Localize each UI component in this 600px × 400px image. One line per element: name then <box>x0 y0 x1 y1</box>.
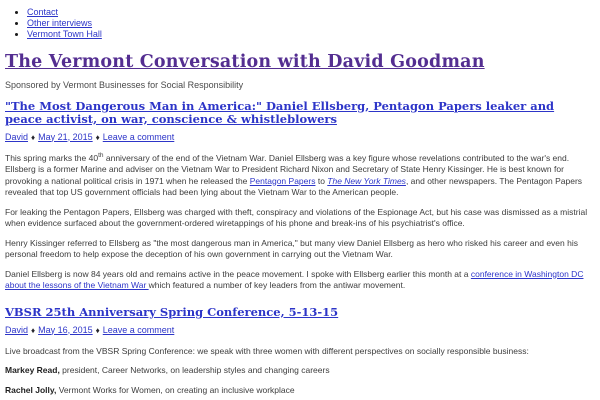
text-segment: anniversary of the end of the Vietnam War. Daniel Ellsberg was a key figure whose revelations contributed to the war's end. Ellsberg is a former Marine and adviser on the Vietnam War to President Richard Nixon and Secretary of State Henry Kissinger. He is best known for provoking a national political crisis in 1971 when he released the <box>5 152 570 186</box>
diamond-separator-icon: ♦ <box>95 325 100 335</box>
inline-link[interactable]: conference in Washington DC about the lessons of the Vietnam War <box>5 268 584 290</box>
post-meta <box>5 325 595 336</box>
text-segment: to <box>315 175 328 186</box>
text-segment: president, Career Networks, on leadership styles and changing careers <box>59 365 330 375</box>
diamond-separator-icon: ♦ <box>31 325 36 335</box>
post-ellsberg <box>5 100 595 292</box>
text-segment: Henry Kissinger referred to Ellsberg as "the most dangerous man in America," but many view Daniel Ellsberg as hero who risked his career and even his personal freedom to help expose the deception of his own government in carrying out the Vietnam War. <box>5 237 578 259</box>
superscript-text: th <box>98 151 104 159</box>
author-link[interactable]: David <box>5 324 29 335</box>
text-segment: which featured a number of key leaders from the antiwar movement. <box>148 280 406 290</box>
leave-comment-link[interactable]: Leave a comment <box>102 324 175 335</box>
nav-item-vermont-town-hall <box>27 29 595 40</box>
text-segment: This spring marks the 40 <box>5 152 99 163</box>
text-segment: Daniel Ellsberg is now 84 years old and remains active in the peace movement. I spoke with Ellsberg earlier this month at a <box>5 268 471 279</box>
diamond-separator-icon: ♦ <box>31 132 36 142</box>
nav-item-contact <box>27 7 595 18</box>
post-title <box>5 100 595 126</box>
paragraph <box>5 346 595 358</box>
post-meta <box>5 132 595 143</box>
bold-text: Markey Read, <box>5 365 60 375</box>
nav-link-other-interviews[interactable]: Other interviews <box>27 18 93 28</box>
post-title <box>5 306 595 319</box>
paragraph <box>5 153 595 199</box>
paragraph <box>5 238 595 261</box>
diamond-separator-icon: ♦ <box>95 132 100 142</box>
top-nav <box>5 7 595 40</box>
post-title-link[interactable]: VBSR 25th Anniversary Spring Conference, 5-13-15 <box>5 304 339 319</box>
paragraph <box>5 385 595 397</box>
date-link[interactable]: May 21, 2015 <box>38 131 93 142</box>
leave-comment-link[interactable]: Leave a comment <box>102 131 175 142</box>
paragraph <box>5 207 595 230</box>
site-title <box>5 52 595 73</box>
text-segment: Live broadcast from the VBSR Spring Conference: we speak with three women with different perspectives on socially responsible business: <box>5 345 529 356</box>
inline-link[interactable]: Pentagon Papers <box>249 175 316 186</box>
author-link[interactable]: David <box>5 131 29 142</box>
inline-link[interactable]: The New York Times <box>327 175 406 186</box>
site-title-link[interactable]: The Vermont Conversation with David Goodman <box>5 51 485 72</box>
nav-link-contact[interactable]: Contact <box>27 7 59 17</box>
site-tagline: Sponsored by Vermont Businesses for Social Responsibility <box>5 79 244 90</box>
date-link[interactable]: May 16, 2015 <box>38 324 93 335</box>
post-vbsr <box>5 306 595 397</box>
nav-link-vermont-town-hall[interactable]: Vermont Town Hall <box>27 29 102 39</box>
post-title-link[interactable]: "The Most Dangerous Man in America:" Daniel Ellsberg, Pentagon Papers leaker and peace activist, on war, conscience & whistleblowers <box>5 98 555 126</box>
text-segment: For leaking the Pentagon Papers, Ellsberg was charged with theft, conspiracy and violations of the Espionage Act, but his case was dismissed as a mistrial when evidence surfaced about the government-ordered wiretappings of his phone and break-ins of his psychiatrist's office. <box>5 206 588 228</box>
text-segment: , and other newspapers. The Pentagon Papers revealed that top US government officials had been lying about the Vietnam War to the American people. <box>5 175 583 197</box>
nav-item-other-interviews <box>27 18 595 29</box>
paragraph <box>5 365 595 377</box>
bold-text: Rachel Jolly, <box>5 384 57 395</box>
paragraph <box>5 269 595 292</box>
text-segment: Vermont Works for Women, on creating an inclusive workplace <box>56 384 295 395</box>
